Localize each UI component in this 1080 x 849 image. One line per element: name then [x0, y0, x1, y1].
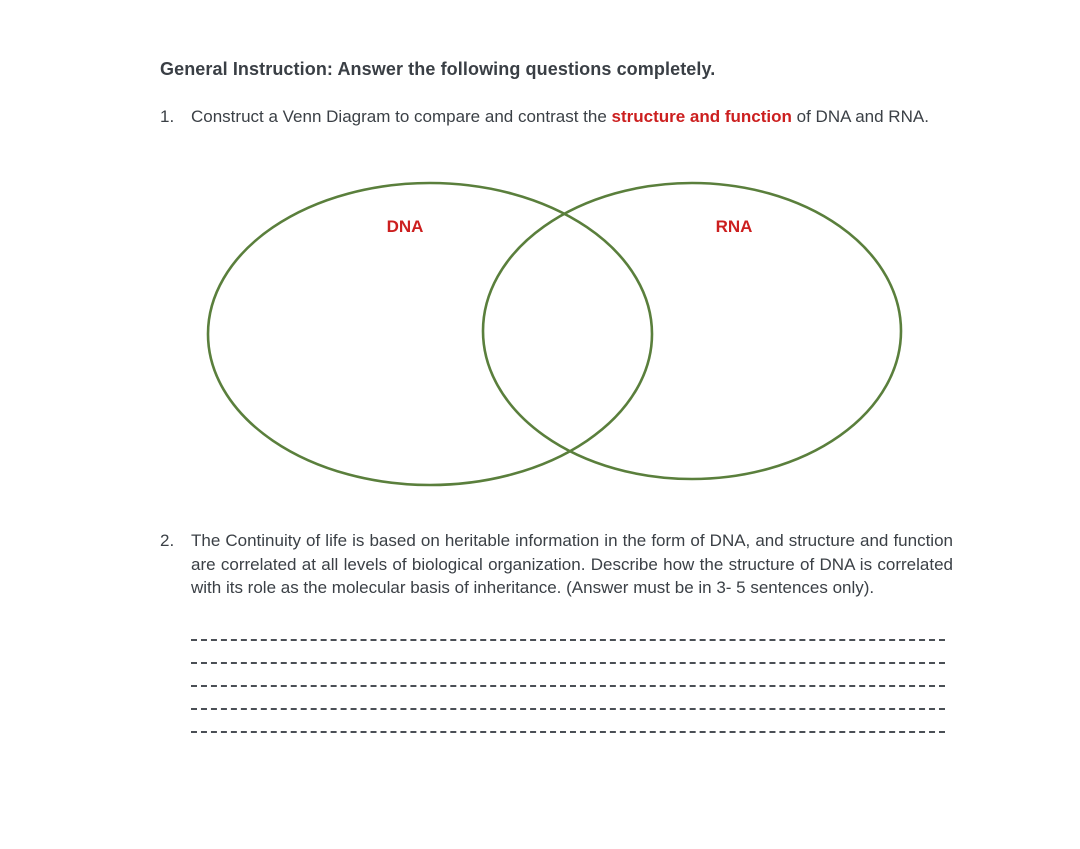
question-1	[160, 105, 950, 129]
question-text: The Continuity of life is based on heritable information in the form of DNA, and structure and function are correlated at all levels of biological organization. Describe how the structure of DNA is correlated with its role as the molecular basis of inheritance. (Answer must be in 3- 5 sentences only).	[191, 531, 953, 597]
page-title: General Instruction: Answer the following questions completely.	[160, 59, 716, 79]
venn-label-rna: RNA	[715, 217, 753, 236]
question-number: 2.	[160, 531, 175, 550]
answer-line-3[interactable]	[191, 685, 945, 687]
question-2	[160, 529, 953, 600]
venn-circle-dna[interactable]	[208, 183, 652, 485]
answer-line-4[interactable]	[191, 708, 945, 710]
answer-line-1[interactable]	[191, 639, 945, 641]
answer-area[interactable]	[191, 634, 945, 754]
answer-line-5[interactable]	[191, 731, 945, 733]
question-text-after: of DNA and RNA.	[791, 107, 929, 126]
question-number: 1.	[160, 107, 175, 126]
question-text-before: Construct a Venn Diagram to compare and contrast the	[191, 107, 612, 126]
emphasized-phrase: structure and function	[611, 107, 792, 126]
question-text	[191, 105, 950, 129]
venn-circle-rna[interactable]	[483, 183, 901, 479]
answer-line-2[interactable]	[191, 662, 945, 664]
venn-label-dna: DNA	[386, 217, 424, 236]
